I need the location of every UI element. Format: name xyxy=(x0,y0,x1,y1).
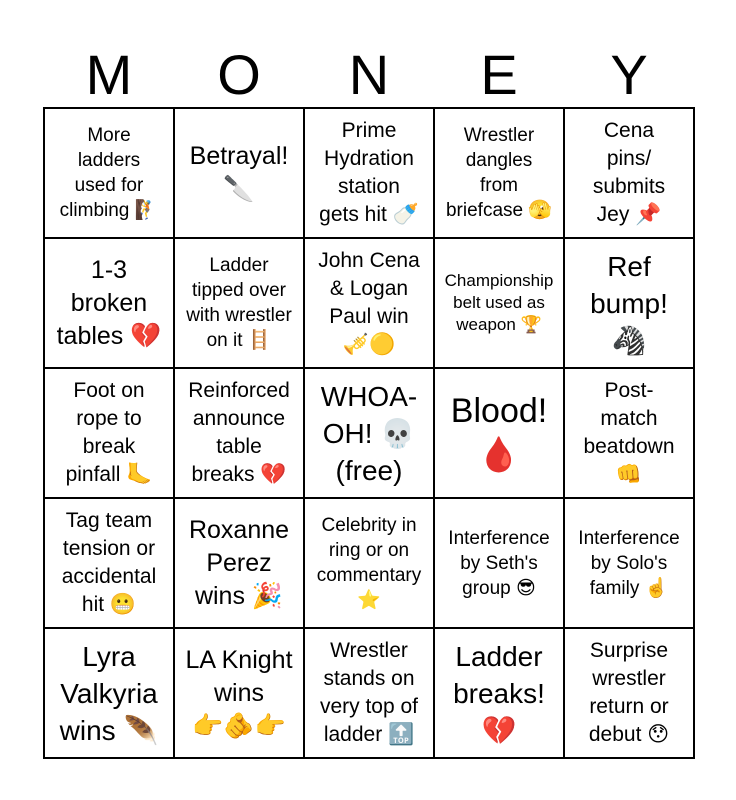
bingo-cell-text: LA Knight wins 👉🫵👉 xyxy=(185,645,293,740)
bingo-header xyxy=(44,40,694,108)
bingo-cell-r4-c4[interactable] xyxy=(435,499,565,629)
bingo-cell-text: Interference by Solo's family ☝️ xyxy=(578,527,680,599)
bingo-cell-text: Wrestler stands on very top of ladder 🔝 xyxy=(319,639,419,746)
bingo-cell-r2-c2[interactable] xyxy=(175,239,305,369)
bingo-cell-r1-c5[interactable] xyxy=(565,109,695,239)
bingo-cell-r2-c5[interactable] xyxy=(565,239,695,369)
bingo-cell-r3-c4[interactable] xyxy=(435,369,565,499)
header-letter-o: O xyxy=(217,42,261,106)
bingo-cell-r5-c2[interactable] xyxy=(175,629,305,759)
bingo-cell-text: Cena pins/ submits Jey 📌 xyxy=(592,119,666,226)
bingo-cell-r2-c1[interactable] xyxy=(45,239,175,369)
bingo-cell-text: Betrayal! 🔪 xyxy=(189,142,289,203)
bingo-cell-r1-c2[interactable] xyxy=(175,109,305,239)
header-letter-e: E xyxy=(480,42,518,106)
bingo-cell-text: Championship belt used as weapon 🏆 xyxy=(444,271,554,334)
bingo-cell-r3-c5[interactable] xyxy=(565,369,695,499)
bingo-cell-text: Ladder tipped over with wrestler on it 🪜 xyxy=(186,255,292,351)
bingo-cell-r2-c4[interactable] xyxy=(435,239,565,369)
bingo-cell-text: More ladders used for climbing 🧗 xyxy=(59,125,159,221)
header-letter-y: Y xyxy=(610,42,648,106)
bingo-cell-r1-c1[interactable] xyxy=(45,109,175,239)
bingo-cell-text: Wrestler dangles from briefcase 🫣 xyxy=(445,125,553,221)
bingo-cell-r4-c1[interactable] xyxy=(45,499,175,629)
bingo-cell-text: Post- match beatdown 👊 xyxy=(583,379,675,486)
bingo-cell-text: Prime Hydration station gets hit 🍼 xyxy=(319,119,419,226)
bingo-cell-r4-c2[interactable] xyxy=(175,499,305,629)
bingo-cell-text: Surprise wrestler return or debut 😯 xyxy=(588,639,670,746)
bingo-cell-text: 1-3 broken tables 💔 xyxy=(56,255,162,350)
bingo-cell-r5-c1[interactable] xyxy=(45,629,175,759)
bingo-cell-text: Foot on rope to break pinfall 🦶 xyxy=(65,379,153,486)
bingo-cell-text: Ref bump! 🦓 xyxy=(590,250,668,356)
bingo-cell-text: WHOA- OH! 💀 (free) xyxy=(320,380,418,486)
bingo-cell-text: John Cena & Logan Paul win 🎺🟡 xyxy=(318,249,420,356)
bingo-cell-text: Ladder breaks! 💔 xyxy=(453,640,545,746)
bingo-cell-text: Tag team tension or accidental hit 😬 xyxy=(61,509,157,616)
bingo-cell-r2-c3[interactable] xyxy=(305,239,435,369)
bingo-cell-text: Reinforced announce table breaks 💔 xyxy=(188,379,290,486)
bingo-cell-r3-c3[interactable] xyxy=(305,369,435,499)
bingo-cell-r5-c5[interactable] xyxy=(565,629,695,759)
bingo-cell-r1-c3[interactable] xyxy=(305,109,435,239)
bingo-cell-text: Celebrity in ring or on commentary ⭐ xyxy=(316,515,422,611)
bingo-cell-r3-c1[interactable] xyxy=(45,369,175,499)
bingo-cell-text: Lyra Valkyria wins 🪶 xyxy=(59,640,159,746)
bingo-cell-text: Roxanne Perez wins 🎉 xyxy=(188,515,290,610)
bingo-board xyxy=(43,107,695,759)
bingo-cell-r1-c4[interactable] xyxy=(435,109,565,239)
bingo-cell-r3-c2[interactable] xyxy=(175,369,305,499)
header-letter-m: M xyxy=(85,42,133,106)
bingo-cell-r4-c3[interactable] xyxy=(305,499,435,629)
bingo-cell-text: Interference by Seth's group 😎 xyxy=(448,527,550,599)
bingo-cell-r4-c5[interactable] xyxy=(565,499,695,629)
header-letter-n: N xyxy=(348,42,390,106)
bingo-cell-text: Blood! 🩸 xyxy=(450,392,548,474)
bingo-cell-r5-c3[interactable] xyxy=(305,629,435,759)
bingo-cell-r5-c4[interactable] xyxy=(435,629,565,759)
